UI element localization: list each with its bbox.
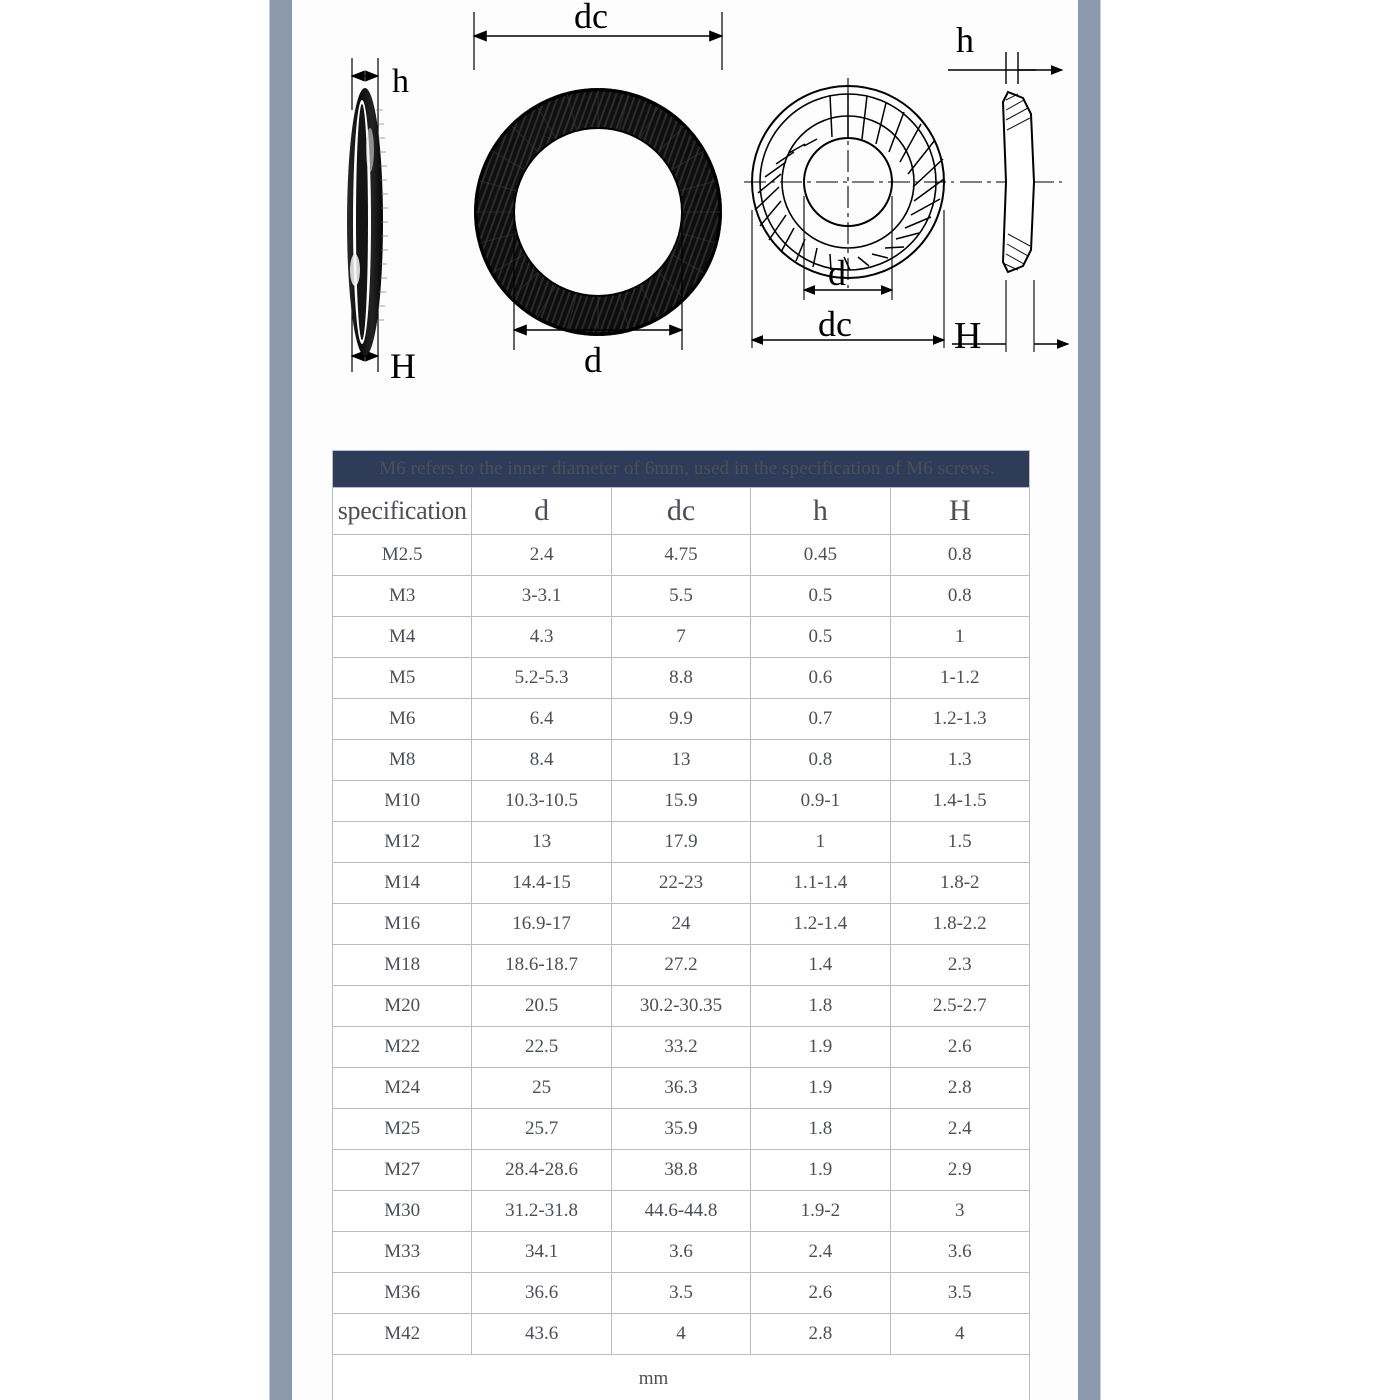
table-row [333,1314,1030,1355]
table-banner-row [333,451,1030,488]
cell-dc: 38.8 [611,1150,750,1191]
cell-H: 0.8 [890,535,1029,576]
cell-spec: M14 [333,863,472,904]
cell-h: 1.9-2 [751,1191,890,1232]
table-row [333,1273,1030,1314]
cell-dc: 22-23 [611,863,750,904]
cell-dc: 3.5 [611,1273,750,1314]
cell-d: 18.6-18.7 [472,945,611,986]
cell-H: 2.5-2.7 [890,986,1029,1027]
table-row [333,1232,1030,1273]
cell-spec: M22 [333,1027,472,1068]
column-header-specification: specification [333,488,472,535]
column-header-dc: dc [611,488,750,535]
cell-spec: M6 [333,699,472,740]
label-h-side-cad: h [956,20,974,60]
cell-dc: 33.2 [611,1027,750,1068]
cell-H: 1.5 [890,822,1029,863]
cell-dc: 13 [611,740,750,781]
table-row [333,781,1030,822]
cell-spec: M36 [333,1273,472,1314]
column-header-d: d [472,488,611,535]
label-dc-top-cad: dc [818,304,852,344]
cell-spec: M42 [333,1314,472,1355]
table-row [333,1109,1030,1150]
table-row [333,617,1030,658]
cell-d: 8.4 [472,740,611,781]
cell-H: 1 [890,617,1029,658]
cell-dc: 7 [611,617,750,658]
cell-H: 3.5 [890,1273,1029,1314]
cell-d: 13 [472,822,611,863]
cell-dc: 3.6 [611,1232,750,1273]
table-row [333,1191,1030,1232]
cell-d: 34.1 [472,1232,611,1273]
cell-d: 16.9-17 [472,904,611,945]
label-d-top-photo: d [584,340,602,380]
cell-dc: 9.9 [611,699,750,740]
cell-d: 14.4-15 [472,863,611,904]
cell-dc: 4 [611,1314,750,1355]
cell-H: 1.8-2 [890,863,1029,904]
cell-H: 2.6 [890,1027,1029,1068]
cell-h: 1.1-1.4 [751,863,890,904]
cell-spec: M25 [333,1109,472,1150]
table-row [333,699,1030,740]
cell-spec: M27 [333,1150,472,1191]
cell-spec: M5 [333,658,472,699]
cell-spec: M33 [333,1232,472,1273]
cell-H: 3 [890,1191,1029,1232]
cell-spec: M3 [333,576,472,617]
cell-spec: M30 [333,1191,472,1232]
cell-d: 36.6 [472,1273,611,1314]
column-header-h: h [751,488,890,535]
cell-d: 5.2-5.3 [472,658,611,699]
cell-h: 0.9-1 [751,781,890,822]
cell-h: 1.9 [751,1150,890,1191]
specification-table-wrap [332,450,1030,1400]
washer-top-view-photo [474,12,722,350]
cell-d: 10.3-10.5 [472,781,611,822]
cell-d: 3-3.1 [472,576,611,617]
cell-h: 0.6 [751,658,890,699]
cell-H: 2.3 [890,945,1029,986]
table-row [333,863,1030,904]
label-d-top-cad: d [828,253,846,293]
cell-H: 2.8 [890,1068,1029,1109]
cell-H: 2.4 [890,1109,1029,1150]
table-row [333,535,1030,576]
cell-d: 25.7 [472,1109,611,1150]
cell-dc: 27.2 [611,945,750,986]
cell-H: 3.6 [890,1232,1029,1273]
washer-section-view-drawing [948,52,1068,352]
cell-spec: M12 [333,822,472,863]
cell-h: 1 [751,822,890,863]
cell-d: 31.2-31.8 [472,1191,611,1232]
table-row [333,1027,1030,1068]
cell-h: 0.5 [751,617,890,658]
washer-side-view-photo [347,58,388,372]
cell-H: 0.8 [890,576,1029,617]
cell-H: 1.2-1.3 [890,699,1029,740]
cell-spec: M2.5 [333,535,472,576]
cell-d: 22.5 [472,1027,611,1068]
cell-H: 1.4-1.5 [890,781,1029,822]
label-H-side-photo: H [390,346,416,386]
unit-label: mm [333,1355,1030,1400]
cell-h: 1.8 [751,986,890,1027]
cell-dc: 44.6-44.8 [611,1191,750,1232]
label-H-side-cad: H [954,315,982,357]
label-dc-top-photo: dc [574,0,608,36]
table-row [333,576,1030,617]
cell-dc: 17.9 [611,822,750,863]
cell-h: 1.4 [751,945,890,986]
cell-dc: 35.9 [611,1109,750,1150]
cell-d: 43.6 [472,1314,611,1355]
cell-dc: 8.8 [611,658,750,699]
cell-d: 4.3 [472,617,611,658]
cell-d: 25 [472,1068,611,1109]
cell-h: 2.6 [751,1273,890,1314]
table-row [333,986,1030,1027]
cell-dc: 15.9 [611,781,750,822]
washer-dimension-diagrams [292,0,1078,420]
cell-dc: 30.2-30.35 [611,986,750,1027]
table-header-row [333,488,1030,535]
cell-h: 1.8 [751,1109,890,1150]
specification-table-body [333,535,1030,1355]
cell-h: 1.2-1.4 [751,904,890,945]
table-row [333,1150,1030,1191]
cell-d: 20.5 [472,986,611,1027]
cell-H: 1.3 [890,740,1029,781]
cell-H: 1-1.2 [890,658,1029,699]
cell-spec: M10 [333,781,472,822]
cell-H: 4 [890,1314,1029,1355]
cell-dc: 4.75 [611,535,750,576]
cell-dc: 36.3 [611,1068,750,1109]
cell-h: 2.8 [751,1314,890,1355]
table-row [333,740,1030,781]
cell-spec: M16 [333,904,472,945]
cell-H: 1.8-2.2 [890,904,1029,945]
table-row [333,945,1030,986]
cell-spec: M20 [333,986,472,1027]
cell-h: 1.9 [751,1068,890,1109]
cell-h: 0.8 [751,740,890,781]
table-unit-row [333,1355,1030,1400]
cell-h: 2.4 [751,1232,890,1273]
table-row [333,822,1030,863]
label-h-side-photo: h [392,63,409,100]
cell-h: 0.7 [751,699,890,740]
page-rail-left [270,0,292,1400]
cell-h: 1.9 [751,1027,890,1068]
table-row [333,658,1030,699]
cell-d: 6.4 [472,699,611,740]
cell-spec: M8 [333,740,472,781]
cell-H: 2.9 [890,1150,1029,1191]
cell-d: 28.4-28.6 [472,1150,611,1191]
table-row [333,1068,1030,1109]
table-banner: M6 refers to the inner diameter of 6mm, used in the specification of M6 screws. [333,451,1030,488]
cell-spec: M18 [333,945,472,986]
page-rail-right [1078,0,1100,1400]
cell-h: 0.45 [751,535,890,576]
cell-dc: 24 [611,904,750,945]
cell-h: 0.5 [751,576,890,617]
cell-spec: M24 [333,1068,472,1109]
cell-dc: 5.5 [611,576,750,617]
column-header-H: H [890,488,1029,535]
specification-table [332,450,1030,1400]
table-row [333,904,1030,945]
cell-d: 2.4 [472,535,611,576]
cell-spec: M4 [333,617,472,658]
